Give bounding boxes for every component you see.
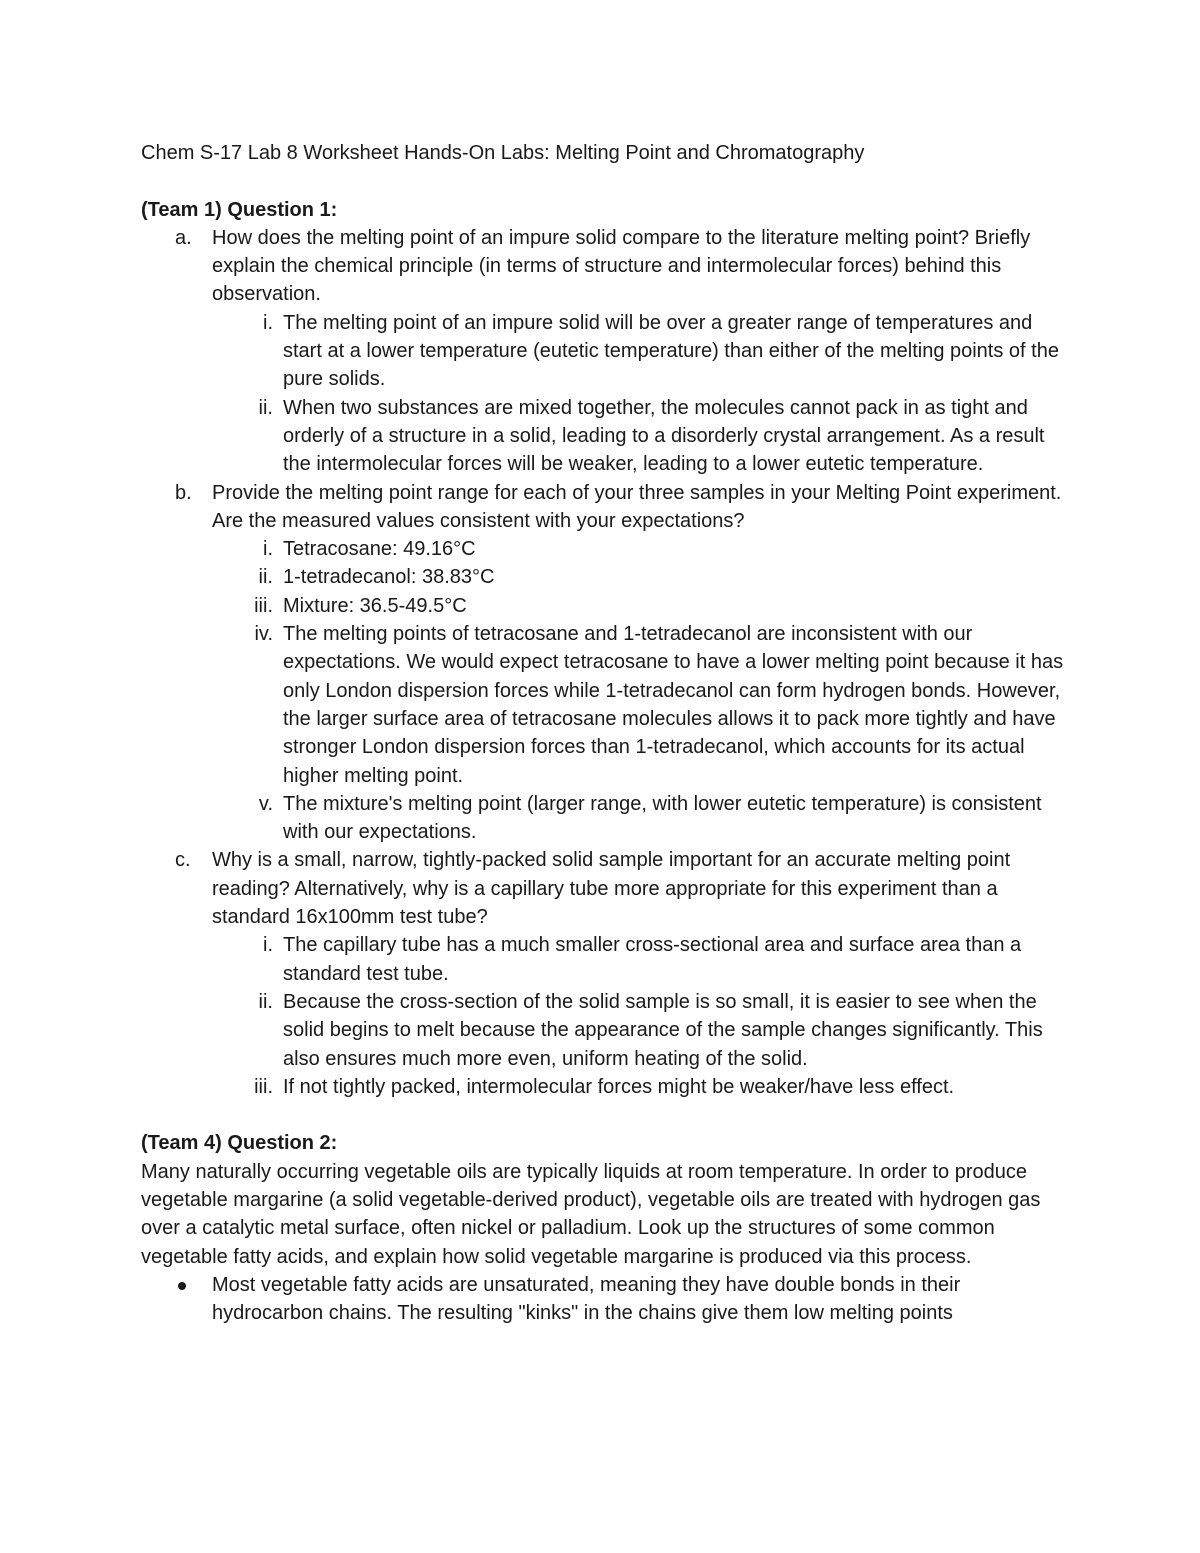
- answer-1b-ii: [141, 563, 1071, 591]
- list-marker: iii.: [254, 1075, 273, 1098]
- question-1-heading: (Team 1) Question 1:: [141, 198, 338, 221]
- answer-1b-v: [141, 790, 1071, 847]
- answer-text: Because the cross-section of the solid sample is so small, it is easier to see when the solid begins to melt because the appearance of the sample changes significantly. This also ensures much more even, uniform heating of the solid.: [283, 990, 1043, 1070]
- answer-text: When two substances are mixed together, the molecules cannot pack in as tight and orderly of a structure in a solid, leading to a disorderly crystal arrangement. As a result the intermolecular forces will be weaker, leading to a lower eutetic temperature.: [283, 396, 1045, 476]
- question-1a-text: How does the melting point of an impure solid compare to the literature melting point? Briefly explain the chemical principle (in terms of structure and intermolecular forces) behind this observation.: [212, 226, 1031, 306]
- answer-text: 1-tetradecanol: 38.83°C: [283, 566, 495, 589]
- question-2-prompt: Many naturally occurring vegetable oils are typically liquids at room temperature. In order to produce vegetable margarine (a solid vegetable-derived product), vegetable oils are treated with hydrogen gas over a catalytic metal surface, often nickel or palladium. Look up the structures of some common vegetable fatty acids, and explain how solid vegetable margarine is produced via this process.: [141, 1160, 1041, 1268]
- list-marker: v.: [258, 792, 273, 815]
- list-marker: ii.: [258, 566, 273, 589]
- list-marker: ii.: [258, 990, 273, 1013]
- answer-1a-i: [141, 309, 1071, 394]
- document-body: [141, 139, 1071, 1327]
- list-marker: iv.: [254, 623, 273, 646]
- answer-1c-iii: [141, 1073, 1071, 1101]
- question-1b-text: Provide the melting point range for each of your three samples in your Melting Point experiment. Are the measured values consistent with your expectations?: [212, 481, 1062, 532]
- list-marker: i.: [263, 311, 273, 334]
- question-1b: [141, 479, 1071, 536]
- answer-text: The melting points of tetracosane and 1-tetradecanol are inconsistent with our expectations. We would expect tetracosane to have a lower melting point because it has only London dispersion forces while 1-tetradecanol can form hydrogen bonds. However, the larger surface area of tetracosane molecules allows it to pack more tightly and have stronger London dispersion forces than 1-tetradecanol, which accounts for its actual higher melting point.: [283, 623, 1064, 787]
- list-marker: iii.: [254, 594, 273, 617]
- answer-text: The capillary tube has a much smaller cross-sectional area and surface area than a standard test tube.: [283, 934, 1022, 985]
- list-marker: i.: [263, 934, 273, 957]
- question-1c-text: Why is a small, narrow, tightly-packed solid sample important for an accurate melting point reading? Alternatively, why is a capillary tube more appropriate for this experiment than a standard 16x100mm test tube?: [212, 849, 1011, 929]
- list-marker: ii.: [258, 396, 273, 419]
- bullet-icon: [178, 1282, 186, 1290]
- answer-1c-ii: [141, 988, 1071, 1073]
- document-title: Chem S-17 Lab 8 Worksheet Hands-On Labs: Melting Point and Chromatography: [141, 142, 865, 164]
- question-1a: [141, 224, 1071, 309]
- answer-1b-iii: [141, 592, 1071, 620]
- list-marker: i.: [263, 538, 273, 561]
- answer-1c-i: [141, 931, 1071, 988]
- answer-text: If not tightly packed, intermolecular forces might be weaker/have less effect.: [283, 1075, 955, 1098]
- list-marker: c.: [175, 849, 191, 872]
- answer-1b-iv: [141, 620, 1071, 790]
- answer-text: Mixture: 36.5-49.5°C: [283, 594, 467, 617]
- question-2-heading: (Team 4) Question 2:: [141, 1132, 338, 1155]
- section-spacer: [141, 1101, 1071, 1129]
- list-marker: b.: [175, 481, 192, 504]
- question-1c: [141, 846, 1071, 931]
- list-marker: a.: [175, 226, 192, 249]
- answer-text: The melting point of an impure solid will be over a greater range of temperatures and start at a lower temperature (eutetic temperature) than either of the melting points of the pure solids.: [283, 311, 1059, 391]
- answer-1a-ii: [141, 394, 1071, 479]
- answer-2-bullet: [141, 1271, 1071, 1328]
- answer-text: Tetracosane: 49.16°C: [283, 538, 476, 561]
- answer-text: The mixture's melting point (larger range, with lower eutetic temperature) is consistent with our expectations.: [283, 792, 1042, 844]
- answer-text: Most vegetable fatty acids are unsaturated, meaning they have double bonds in their hydrocarbon chains. The resulting "kinks" in the chains give them low melting points: [212, 1273, 961, 1325]
- answer-1b-i: [141, 535, 1071, 563]
